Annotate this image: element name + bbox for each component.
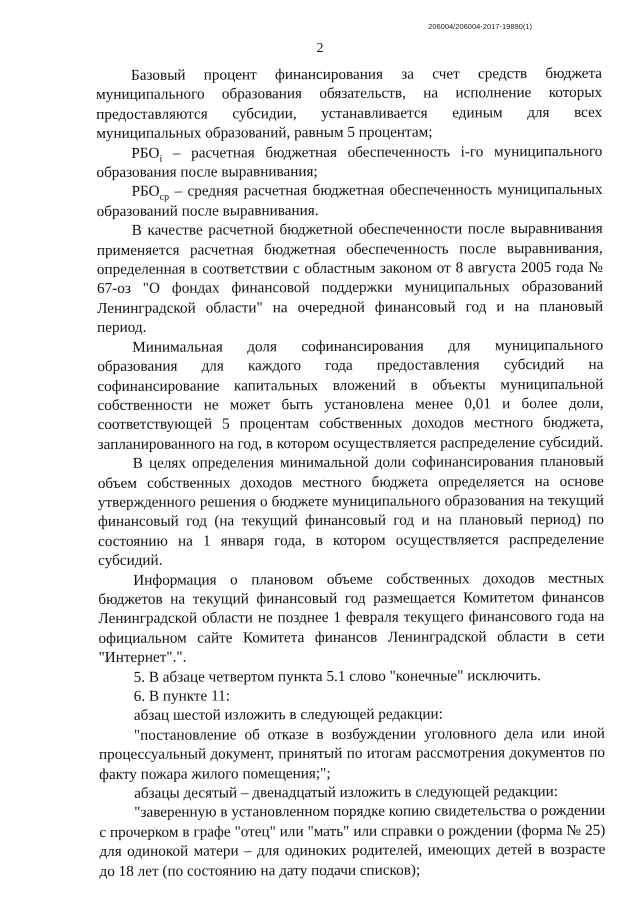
paragraph-calc-provision: В качестве расчетной бюджетной обеспеченности после выравнивания применяется расчетная бюджетная обеспеченность после выравнивания, определенная в соответствии с областным законом от 8 августа 2005 года № 67-оз "О фондах финансовой поддержки муниципальных образований Ленинградской области" на очередной финансовый год и на плановый период. (96, 220, 604, 337)
paragraph-info-publication: Информация о плановом объеме собственных доходов местных бюджетов на текущий финансовый год размещается Комитетом финансов Ленинградской области не позднее 1 февраля текущего финансового года на официальном сайте Комитета финансов Ленинградской области в сети "Интернет".". (98, 569, 605, 667)
symbol-rbo-i: $РБО_i$ (131, 144, 163, 165)
paragraph-sixth-abzac: абзац шестой изложить в следующей редакции: (133, 705, 443, 725)
paragraph-tenth-twelfth: абзацы десятый – двенадцатый изложить в следующей редакции: (134, 783, 559, 802)
paragraph-resolution-text: "постановление об отказе в возбуждении уголовного дела или иной процессуальный документ, принятый по итогам рассмотрения документов по факту пожара жилого помещения;"; (98, 724, 606, 783)
paragraph-min-share: Минимальная доля софинансирования для муниципального образования для каждого года предоставления субсидий на софинансирование капитальных вложений в объекты муниципальной собственности не может быть установлена менее 0,01 и более доли, соответствующей 5 процентам собственных доходов местного бюджета, запланированного на год, в котором осуществляется распределение субсидий. (97, 336, 604, 453)
paragraph-min-share-purpose: В целях определения минимальной доли софинансирования плановый объем собственных доходов местного бюджета определяется на основе утвержденного решения о бюджете муниципального образования на текущий финансовый год (на текущий финансовый год и на плановый период) по состоянию на 1 января года, в котором осуществляется распределение субсидий. (97, 452, 605, 570)
document-id: 206004/206004-2017-19890(1) (428, 22, 532, 31)
paragraph-rbo-i: $РБО_i$ – расчетная бюджетная обеспеченность i-го муниципального образования после выравнивания; (96, 142, 603, 182)
symbol-rbo-sr: $РБО_{ср}$ (131, 183, 170, 204)
page-number: 2 (316, 41, 324, 56)
paragraph-item-5: 5. В абзаце четвертом пункта 5.1 слово "конечные" исключить. (133, 666, 541, 686)
paragraph-item-6: 6. В пункте 11: (133, 687, 230, 705)
document-body (96, 64, 606, 881)
paragraph-base-percent: Базовый процент финансирования за счет средств бюджета муниципального образования обязательств, на исполнение которых предоставляются субсидии, устанавливается единым для всех муниципальных образований, равным 5 процентам; (96, 64, 603, 143)
paragraph-birth-certificate: "заверенную в установленном порядке копию свидетельства о рождении с прочерком в графе "отец" или "мать" или справки о рождении (форма № 25) для одинокой матери – для одиноких родителей, имеющих детей в возрасте до 18 лет (по состоянию на дату подачи списков); (99, 802, 606, 880)
paragraph-rbo-sr: $РБО_{ср}$ – средняя расчетная бюджетная обеспеченность муниципальных образований после выравнивания. (96, 181, 603, 220)
